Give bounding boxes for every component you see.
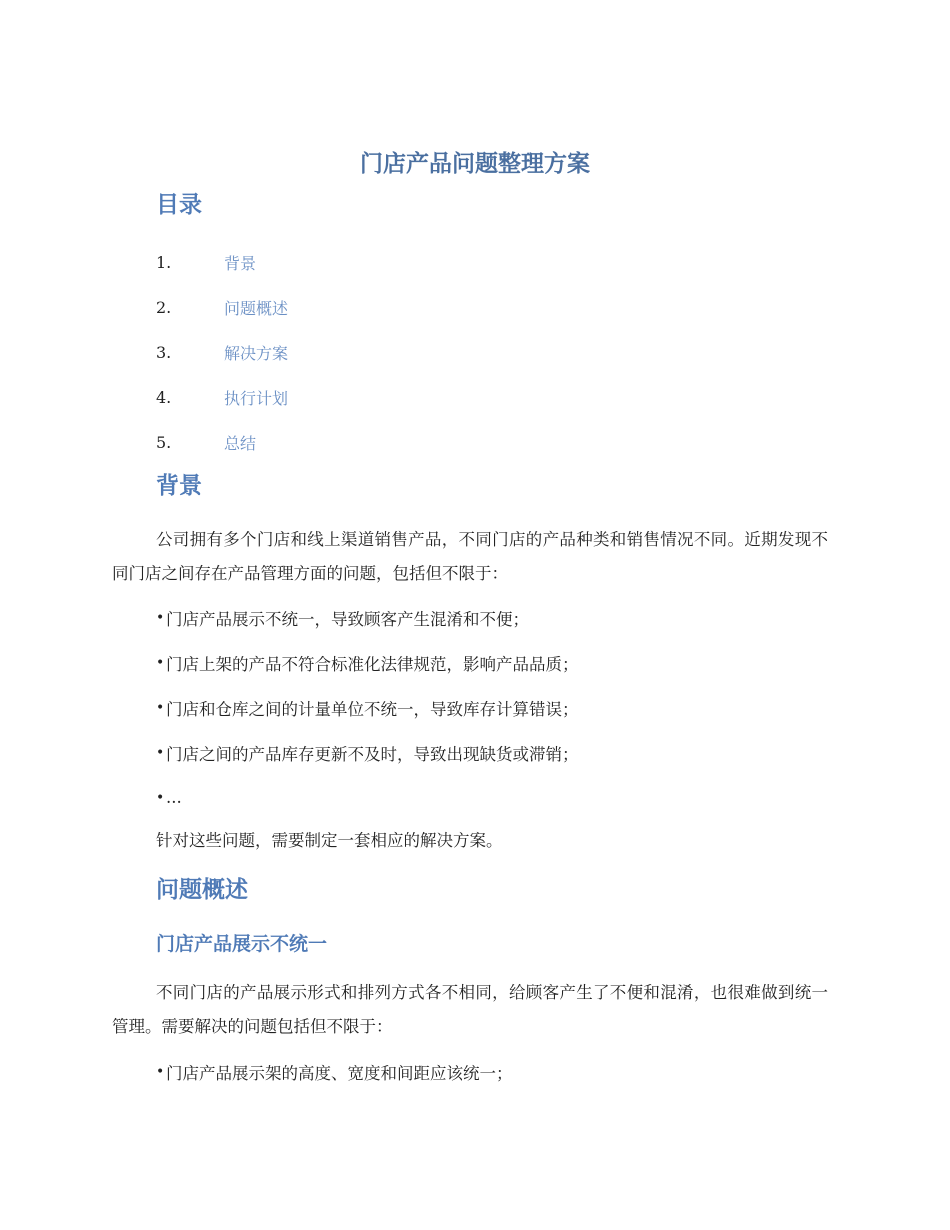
toc-link-solution[interactable]: 解决方案	[224, 344, 289, 363]
list-item	[156, 730, 579, 775]
document-title: 门店产品问题整理方案	[360, 151, 590, 177]
overview-issue-list	[156, 1049, 513, 1094]
toc-item-overview	[156, 285, 288, 330]
toc-item-background	[156, 240, 288, 285]
background-heading: 背景	[156, 473, 202, 499]
bullet-icon: •	[156, 609, 165, 626]
list-item	[156, 685, 579, 730]
toc-link-overview[interactable]: 问题概述	[224, 299, 289, 318]
list-item	[156, 640, 579, 685]
bullet-icon: •	[156, 1063, 165, 1080]
list-item-text: 门店产品展示架的高度、宽度和间距应该统一；	[166, 1063, 513, 1083]
bullet-icon: •	[156, 744, 165, 761]
list-item-text: 门店上架的产品不符合标准化法律规范，影响产品品质；	[166, 654, 579, 674]
toc-item-number: 2.	[156, 298, 172, 317]
toc-item-number: 4.	[156, 388, 172, 407]
bullet-icon: •	[156, 654, 165, 671]
background-conclusion: 针对这些问题，需要制定一套相应的解决方案。	[156, 831, 503, 850]
toc-heading: 目录	[156, 192, 202, 218]
list-item-text: 门店之间的产品库存更新不及时，导致出现缺货或滞销；	[166, 744, 579, 764]
toc-item-summary	[156, 420, 288, 465]
toc-link-summary[interactable]: 总结	[224, 434, 257, 453]
toc-link-plan[interactable]: 执行计划	[224, 389, 289, 408]
bullet-icon: •	[156, 789, 165, 806]
list-item-text: ...	[166, 788, 182, 807]
overview-intro: 不同门店的产品展示形式和排列方式各不相同，给顾客产生了不便和混淆，也很难做到统一管理。需要解决的问题包括但不限于：	[112, 983, 828, 1036]
list-item-text: 门店和仓库之间的计量单位不统一，导致库存计算错误；	[166, 699, 579, 719]
list-item-text: 门店产品展示不统一，导致顾客产生混淆和不便；	[166, 609, 529, 629]
toc-item-number: 3.	[156, 343, 172, 362]
toc-item-number: 5.	[156, 433, 172, 452]
list-item	[156, 775, 579, 820]
table-of-contents	[156, 240, 288, 465]
overview-heading: 问题概述	[156, 877, 248, 903]
toc-item-number: 1.	[156, 253, 172, 272]
background-intro: 公司拥有多个门店和线上渠道销售产品，不同门店的产品种类和销售情况不同。近期发现不同门店之间存在产品管理方面的问题，包括但不限于：	[112, 530, 828, 583]
list-item	[156, 595, 579, 640]
list-item	[156, 1049, 513, 1094]
toc-item-solution	[156, 330, 288, 375]
background-issue-list	[156, 595, 579, 820]
toc-item-plan	[156, 375, 288, 420]
overview-subheading: 门店产品展示不统一	[156, 933, 328, 955]
bullet-icon: •	[156, 699, 165, 716]
toc-link-background[interactable]: 背景	[224, 254, 257, 273]
